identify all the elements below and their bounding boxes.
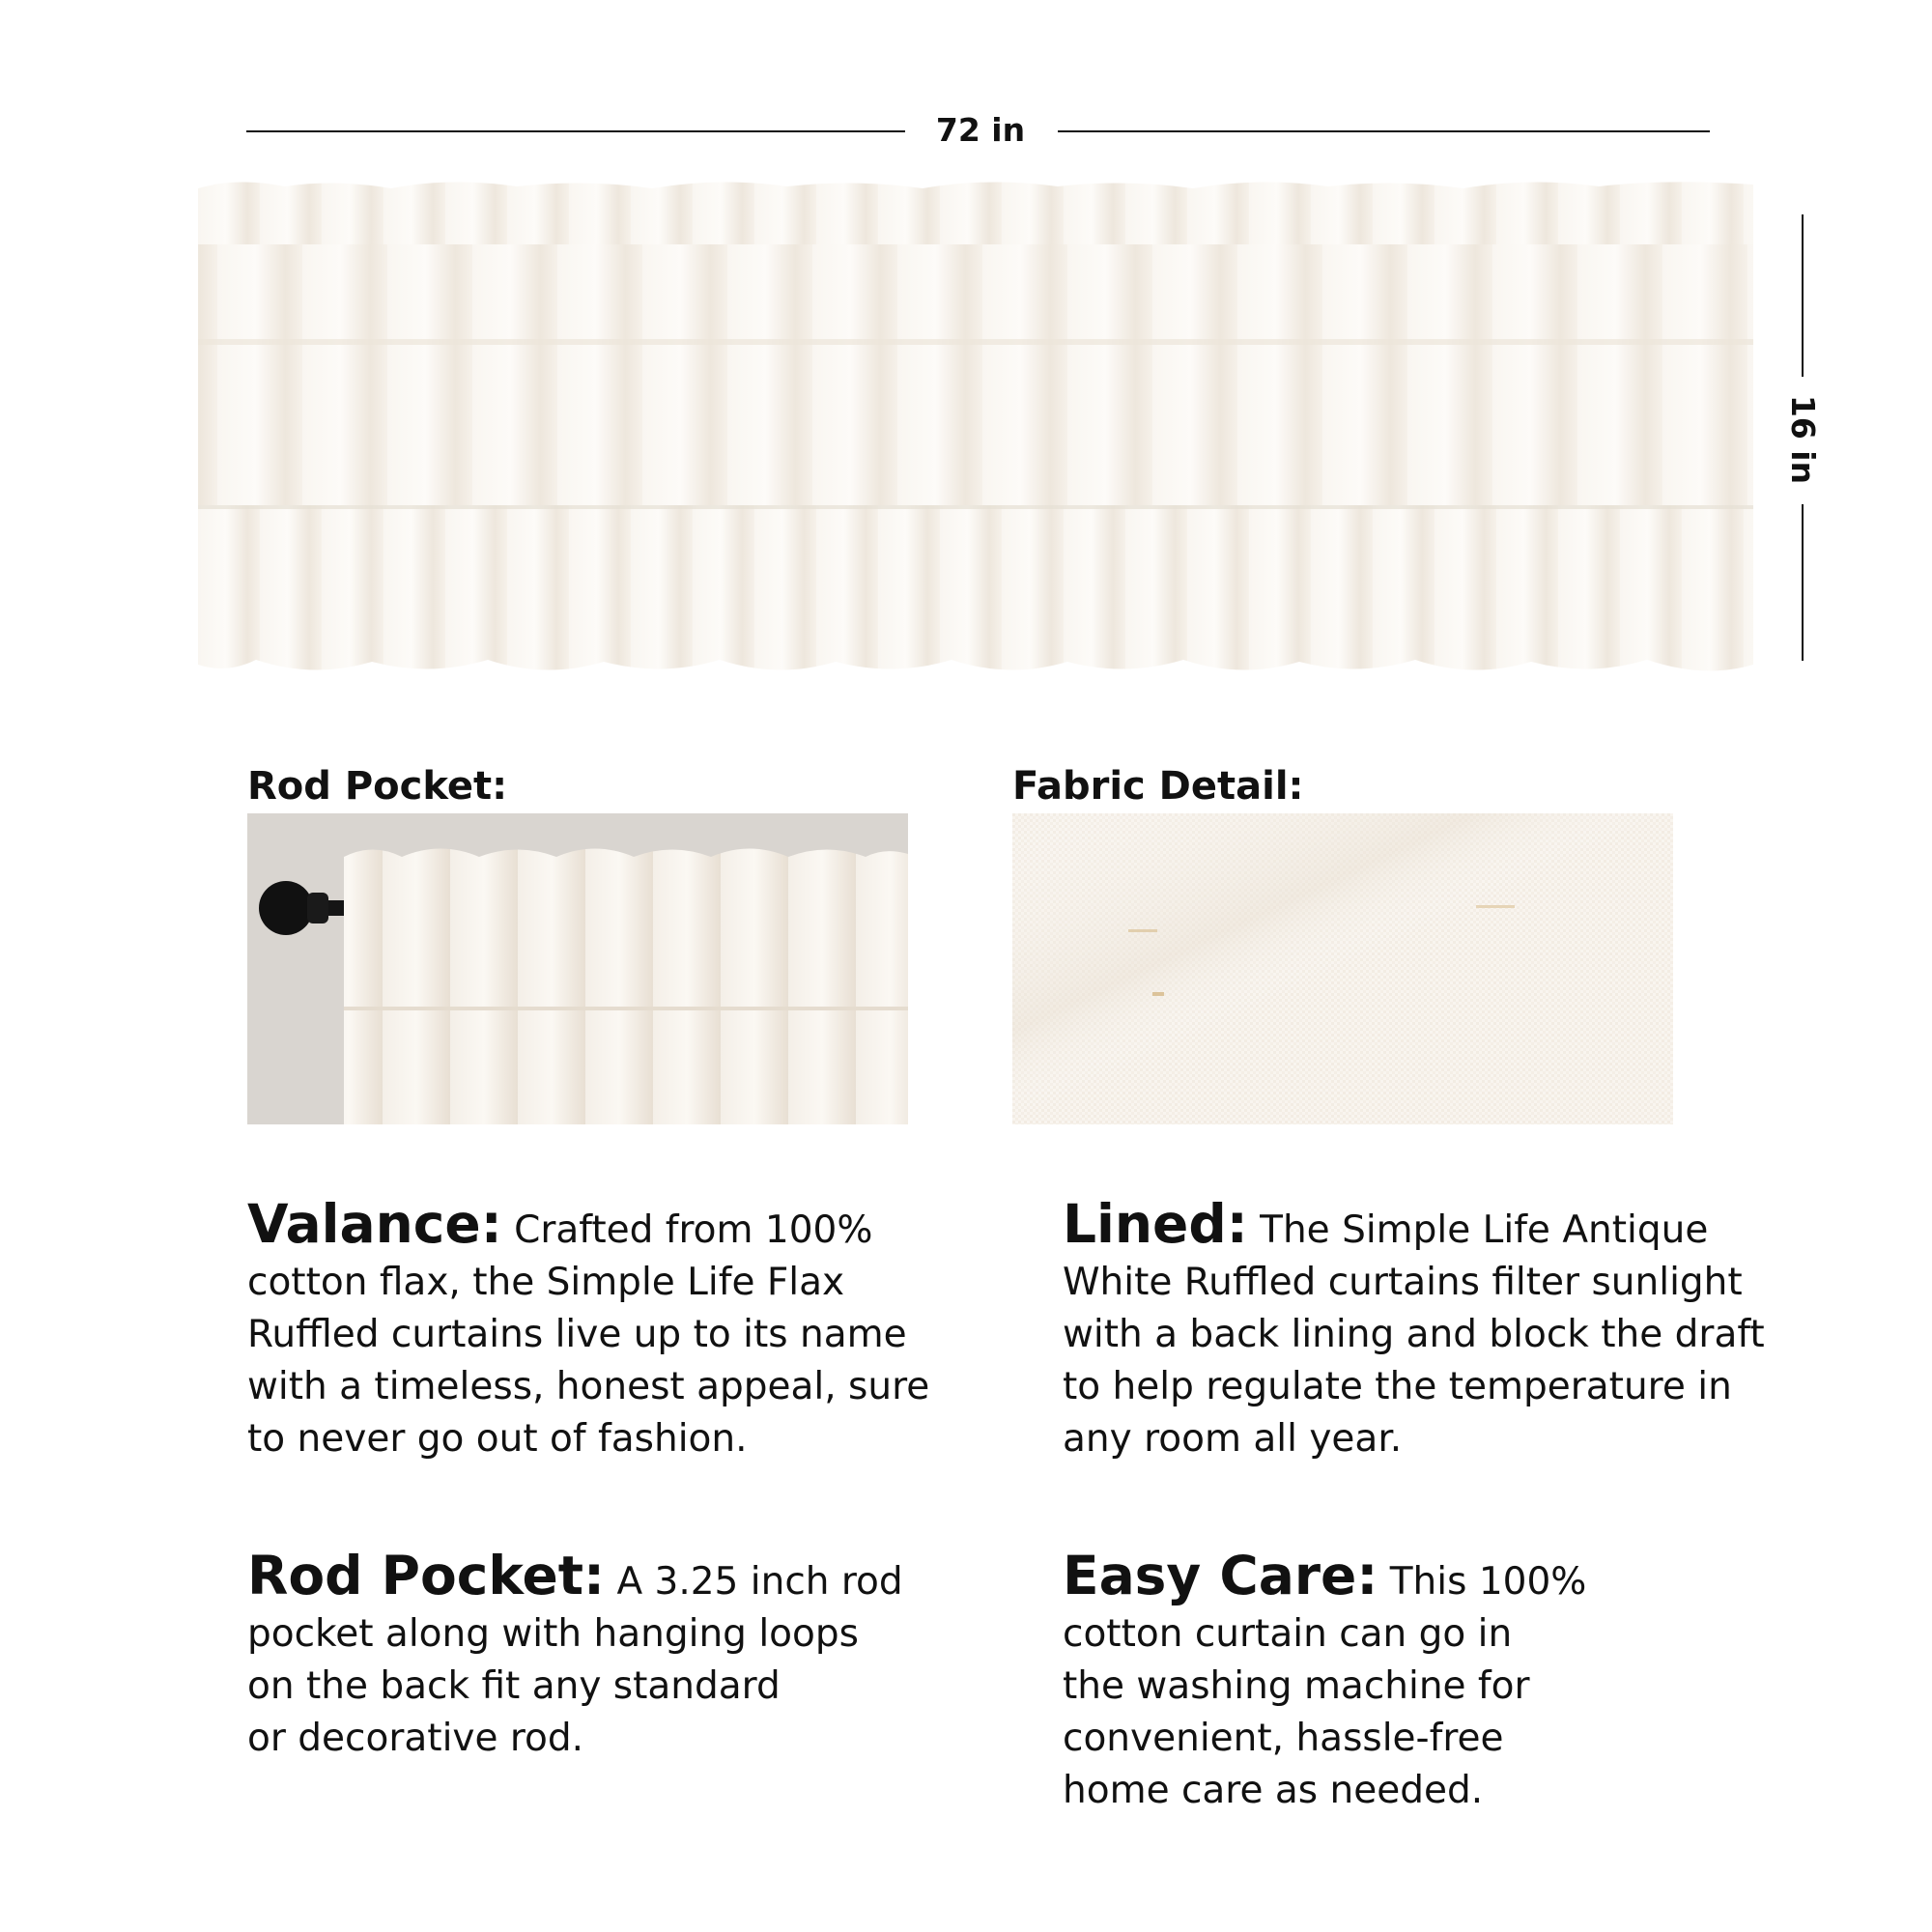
height-dimension-label: 16 in xyxy=(1784,394,1822,485)
width-dimension-line-right xyxy=(1058,130,1710,132)
feature-valance-line: to never go out of fashion. xyxy=(247,1417,748,1461)
feature-easy-care-line: home care as needed. xyxy=(1063,1769,1484,1812)
width-dimension-label: 72 in xyxy=(935,111,1026,149)
width-dimension-line-left xyxy=(246,130,905,132)
feature-easy-care-line: the washing machine for xyxy=(1063,1664,1530,1708)
feature-lined-line: White Ruffled curtains filter sunlight xyxy=(1063,1261,1743,1304)
feature-lined-line: to help regulate the temperature in xyxy=(1063,1365,1732,1408)
feature-rod-pocket-line: or decorative rod. xyxy=(247,1717,584,1760)
feature-lined-title: Lined: xyxy=(1063,1193,1248,1255)
feature-easy-care-line: convenient, hassle-free xyxy=(1063,1717,1504,1760)
feature-valance-line: with a timeless, honest appeal, sure xyxy=(247,1365,930,1408)
valance-product-image xyxy=(198,177,1753,679)
fabric-detail-image xyxy=(1012,813,1673,1124)
fabric-detail-section-label: Fabric Detail: xyxy=(1012,764,1304,809)
feature-easy-care-title: Easy Care: xyxy=(1063,1545,1378,1606)
feature-rod-pocket-line: on the back fit any standard xyxy=(247,1664,781,1708)
feature-lined-line: any room all year. xyxy=(1063,1417,1403,1461)
rod-pocket-section-label: Rod Pocket: xyxy=(247,764,508,809)
feature-valance-line: cotton flax, the Simple Life Flax xyxy=(247,1261,845,1304)
feature-rod-pocket xyxy=(247,1545,943,1765)
feature-rod-pocket-title: Rod Pocket: xyxy=(247,1545,606,1606)
feature-valance-line: Ruffled curtains live up to its name xyxy=(247,1313,907,1356)
feature-easy-care-line: This 100% xyxy=(1389,1560,1587,1604)
feature-rod-pocket-line: A 3.25 inch rod xyxy=(616,1560,903,1604)
height-dimension-line-bottom xyxy=(1802,504,1804,661)
feature-easy-care xyxy=(1063,1545,1797,1817)
feature-lined-line: with a back lining and block the draft xyxy=(1063,1313,1765,1356)
feature-rod-pocket-line: pocket along with hanging loops xyxy=(247,1612,859,1656)
feature-valance-line: Crafted from 100% xyxy=(514,1208,873,1252)
feature-lined xyxy=(1063,1193,1797,1465)
feature-lined-line: The Simple Life Antique xyxy=(1260,1208,1709,1252)
feature-valance xyxy=(247,1193,943,1465)
height-dimension-line-top xyxy=(1802,214,1804,377)
rod-pocket-image xyxy=(247,813,908,1124)
feature-valance-title: Valance: xyxy=(247,1193,502,1255)
feature-easy-care-line: cotton curtain can go in xyxy=(1063,1612,1513,1656)
